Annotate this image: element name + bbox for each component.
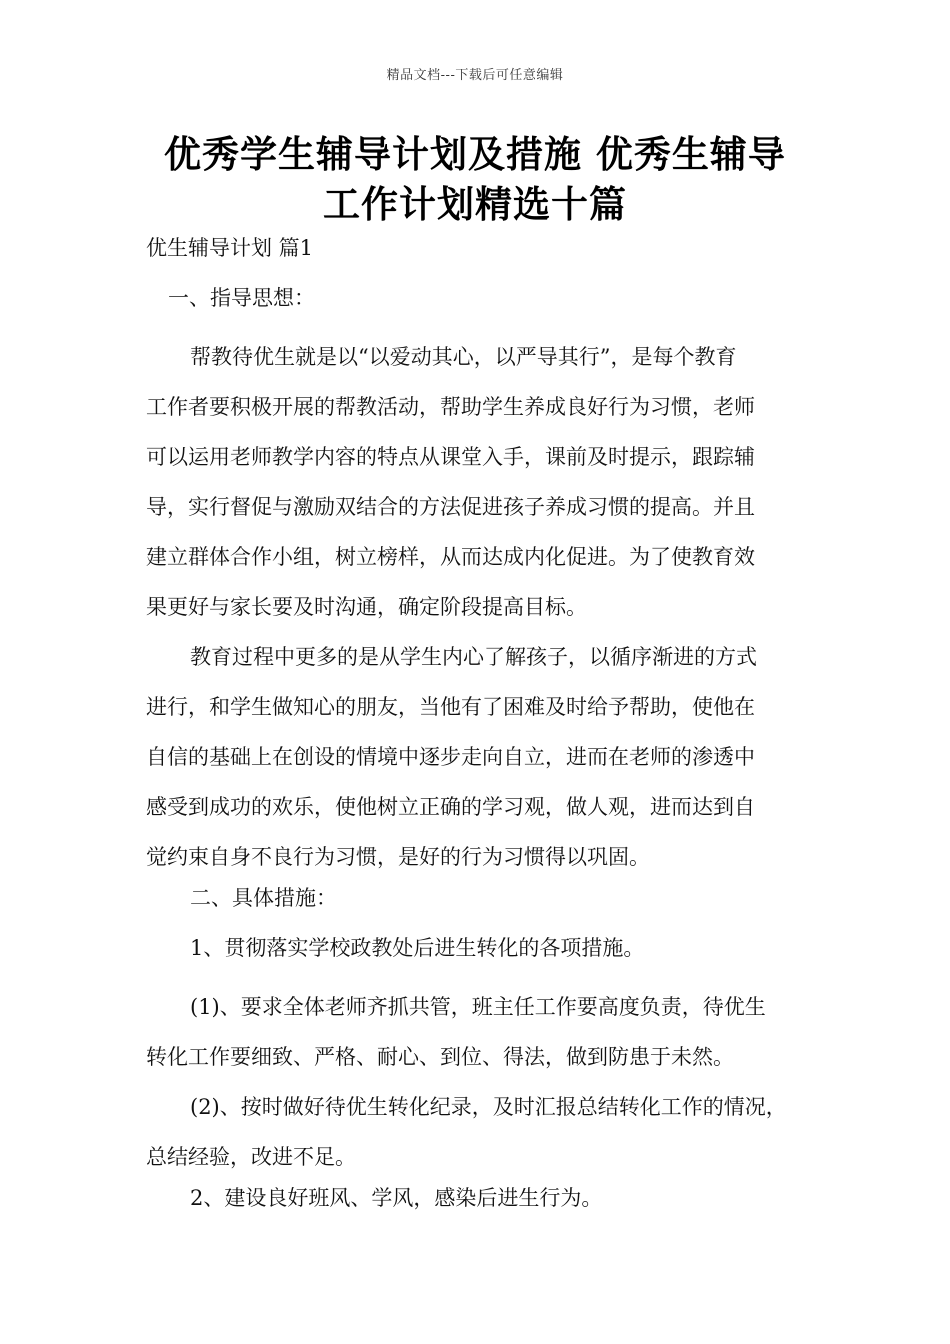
paragraph-line: 觉约束自身不良行为习惯，是好的行为习惯得以巩固。 [146, 845, 650, 869]
paragraph-line: 果更好与家长要及时沟通，确定阶段提高目标。 [146, 595, 587, 619]
paragraph-line: (1)、要求全体老师齐抓共管，班主任工作要高度负责，待优生 [190, 995, 766, 1019]
paragraph-line: 工作者要积极开展的帮教活动，帮助学生养成良好行为习惯，老师 [146, 395, 755, 419]
header-note: 精品文档---下载后可任意编辑 [386, 68, 564, 83]
title-line-1: 优秀学生辅导计划及措施 优秀生辅导 [164, 133, 786, 176]
paragraph-line: 自信的基础上在创设的情境中逐步走向自立，进而在老师的渗透中 [146, 745, 755, 769]
paragraph-1 [146, 332, 812, 632]
document-title [120, 130, 830, 230]
title-line-2: 工作计划精选十篇 [323, 183, 627, 226]
paragraph-2 [146, 632, 812, 882]
paragraph-line: 可以运用老师教学内容的特点从课堂入手，课前及时提示，跟踪辅 [146, 445, 755, 469]
paragraph-line: 帮教待优生就是以“以爱动其心，以严导其行”，是每个教育 [190, 345, 737, 369]
paragraph-line: 转化工作要细致、严格、耐心、到位、得法，做到防患于未然。 [146, 1045, 734, 1069]
paragraph-line: 教育过程中更多的是从学生内心了解孩子，以循序渐进的方式 [190, 645, 757, 669]
list-item-2: 2、建设良好班风、学风，感染后进生行为。 [190, 1186, 603, 1210]
sub-item-1-1 [146, 982, 812, 1082]
paragraph-line: 总结经验，改进不足。 [146, 1145, 356, 1169]
section-heading-measures: 二、具体措施： [190, 886, 337, 910]
document-body [146, 232, 812, 1232]
paragraph-line: 进行，和学生做知心的朋友，当他有了困难及时给予帮助，使他在 [146, 695, 755, 719]
paragraph-line: 感受到成功的欢乐，使他树立正确的学习观，做人观，进而达到自 [146, 795, 755, 819]
section-heading-guiding-thought: 一、指导思想： [168, 286, 315, 310]
sub-item-1-2 [146, 1082, 812, 1182]
list-item-1: 1、贯彻落实学校政教处后进生转化的各项措施。 [190, 936, 645, 960]
paragraph-line: 建立群体合作小组，树立榜样，从而达成内化促进。为了使教育效 [146, 545, 755, 569]
paragraph-line: (2)、按时做好待优生转化纪录，及时汇报总结转化工作的情况， [190, 1095, 787, 1119]
subtitle: 优生辅导计划 篇1 [146, 236, 314, 260]
paragraph-line: 导，实行督促与激励双结合的方法促进孩子养成习惯的提高。并且 [146, 495, 755, 519]
